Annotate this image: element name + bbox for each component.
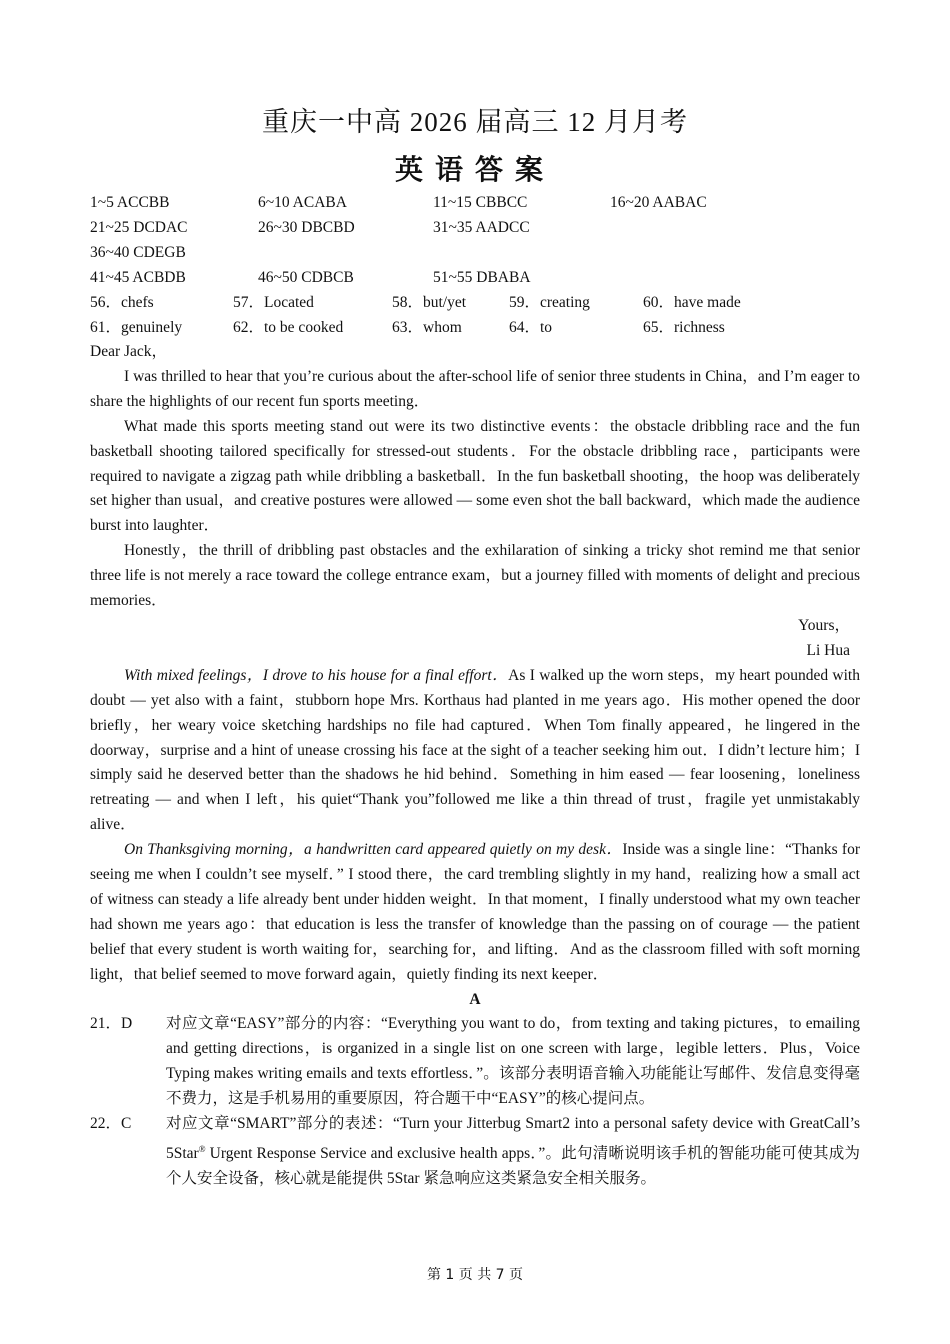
answer-row xyxy=(90,215,860,240)
answer-word: 56．chefs xyxy=(90,294,154,311)
answer-row xyxy=(90,265,860,290)
letter-closing: Yours， xyxy=(798,616,850,634)
answer-group: 16~20 AABAC xyxy=(610,194,707,211)
answer-group: 51~55 DBABA xyxy=(433,269,531,286)
answer-row xyxy=(90,315,860,340)
answer-row xyxy=(90,190,860,215)
paragraph-body: As I walked up the worn steps，my heart pounded with doubt — yet also with a faint，stubborn hope Mrs. Korthaus had planted in me years ago．His mother opened the door briefly，her weary voice sketching hardships no file had captured．When Tom finally appeared，he lingered in the doorway，surprise and a hint of unease crossing his face at the sight of a teacher seeking him out．I didn’t lecture him；I simply said he deserved better than the shadows he hid behind．Something in him eased — fear loosening，loneliness retreating — and when I left，his quiet“Thank you”followed me like a thin thread of trust，fragile yet unmistakably alive． xyxy=(90,666,860,834)
letter-paragraph: Honestly，the thrill of dribbling past obstacles and the exhilaration of sinking a tricky shot remind me that senior three life is not merely a race toward the college entrance exam，but a journey filled with moments of delight and precious memories． xyxy=(90,542,860,610)
item-text: 对应文章“SMART”部分的表述：“Turn your Jitterbug Smart2 into a personal safety device with GreatCall’s 5Star xyxy=(166,1115,860,1163)
answer-group: 41~45 ACBDB xyxy=(90,269,186,286)
continuation-paragraph xyxy=(90,664,860,838)
explanation-item xyxy=(90,1112,860,1192)
item-number: 22．C xyxy=(90,1115,132,1133)
answer-group: 11~15 CBBCC xyxy=(433,194,528,211)
letter-paragraph: What made this sports meeting stand out were its two distinctive events：the obstacle dribbling race and the fun basketball shooting tailored specifically for stressed-out students．For the obstacle dribbling race，participants were required to navigate a zigzag path while dribbling a basketball．In the fun basketball shooting，the hoop was deliberately set higher than usual，and creative postures were allowed — some even shot the ball backward，which made the audience burst into laughter． xyxy=(90,417,860,535)
answer-word: 63．whom xyxy=(392,319,462,336)
letter-greeting: Dear Jack， xyxy=(90,343,168,360)
paragraph-lead: With mixed feelings，I drove to his house for a final effort． xyxy=(124,666,509,684)
page-title: 重庆一中高 2026 届高三 12 月月考 xyxy=(262,107,688,137)
answer-word: 60．have made xyxy=(643,294,741,311)
answer-group: 31~35 AADCC xyxy=(433,219,530,236)
answer-word: 64．to xyxy=(509,319,553,336)
answer-group: 1~5 ACCBB xyxy=(90,194,170,211)
answer-word: 65．richness xyxy=(643,319,725,336)
letter-paragraph: I was thrilled to hear that you’re curious about the after-school life of senior three students in China，and I’m eager to share the highlights of our recent fun sports meeting． xyxy=(90,367,860,410)
item-text: Urgent Response Service and exclusive health apps．”。此句清晰说明该手机的智能功能可使其成为个人安全设备，核心就是能提供 5Star 紧急响应这类紧急安全相关服务。 xyxy=(166,1145,860,1188)
answer-group: 6~10 ACABA xyxy=(258,194,347,211)
answer-word: 59．creating xyxy=(509,294,590,311)
item-number: 21．D xyxy=(90,1015,133,1033)
paragraph-lead: On Thanksgiving morning，a handwritten card appeared quietly on my desk． xyxy=(124,841,623,859)
page-footer: 第 1 页 共 7 页 xyxy=(426,1267,524,1283)
page-subtitle: 英语答案 xyxy=(394,155,555,186)
paragraph-body: Inside was a single line：“Thanks for seeing me when I couldn’t see myself．” I stood there，the card trembling slightly in my hand，realizing how a small act of witness can steady a life already bent under hidden weight．In that moment，I finally understood what my own teacher had shown me years ago：that education is less the transfer of knowledge than the passing on of courage — the patient belief that every student is worth waiting for，searching for，and lifting．And as the classroom filled with soft morning light，that belief seemed to move forward again，quietly finding its next keeper． xyxy=(90,841,861,983)
answer-group: 26~30 DBCBD xyxy=(258,219,355,236)
answer-word: 58．but/yet xyxy=(392,294,467,311)
letter-signature: Li Hua xyxy=(806,641,850,659)
answer-row xyxy=(90,290,860,315)
essay-section xyxy=(90,340,860,1192)
section-heading: A xyxy=(469,990,481,1008)
answer-word: 61．genuinely xyxy=(90,319,183,336)
answer-group: 21~25 DCDAC xyxy=(90,219,188,236)
answer-row xyxy=(90,240,860,265)
answer-group: 46~50 CDBCB xyxy=(258,269,354,286)
item-text: 对应文章“EASY”部分的内容：“Everything you want to do，from texting and taking pictures，to emailing and getting directions，is organized in a single list on one screen with large，legible letters．Plus，Voice Typing makes writing emails and texts effortless．”。该部分表明语音输入功能能让写邮件、发信息变得毫不费力，这是手机易用的重要原因，符合题干中“EASY”的核心提问点。 xyxy=(166,1015,860,1108)
continuation-paragraph xyxy=(90,838,860,987)
explanation-item xyxy=(90,1012,860,1112)
answer-word: 57．Located xyxy=(233,294,314,311)
registered-mark: ® xyxy=(198,1144,206,1154)
answer-group: 36~40 CDEGB xyxy=(90,244,186,261)
answer-word: 62．to be cooked xyxy=(233,319,344,336)
